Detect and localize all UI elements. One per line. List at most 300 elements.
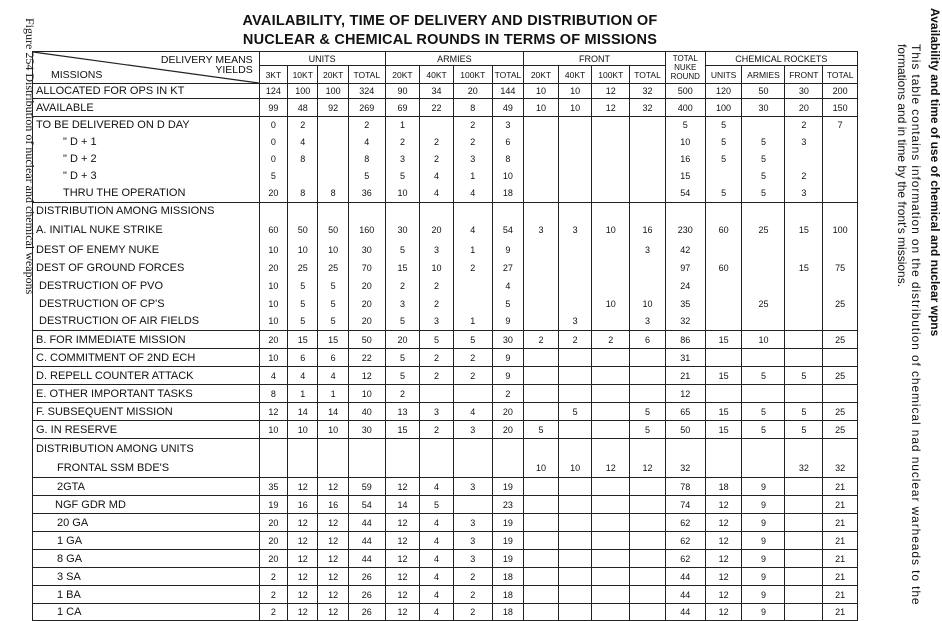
column-header: 40KT [558, 66, 592, 84]
row-label: DEST OF GROUND FORCES [33, 259, 260, 277]
table-cell: 99 [259, 99, 287, 117]
table-cell: 5 [785, 421, 823, 439]
table-cell: 49 [492, 99, 524, 117]
table-cell [705, 203, 742, 220]
table-cell: 21 [823, 550, 858, 568]
table-cell: 10 [592, 295, 630, 313]
table-cell: 4 [288, 134, 318, 150]
table-cell: 30 [742, 99, 785, 117]
table-cell: 12 [288, 478, 318, 496]
column-header: 100KT [592, 66, 630, 84]
table-cell: 74 [665, 496, 705, 514]
header-total-nuke-line-2: NUKE [674, 63, 697, 72]
table-cell [524, 514, 559, 532]
table-cell: 4 [348, 134, 385, 150]
table-cell [785, 277, 823, 295]
table-cell [630, 349, 666, 367]
table-cell [785, 514, 823, 532]
table-cell [823, 203, 858, 220]
title-line-2: NUCLEAR & CHEMICAL ROUNDS IN TERMS OF MISSIONS [242, 32, 658, 48]
table-cell: 12 [705, 586, 742, 604]
table-cell [558, 496, 592, 514]
table-cell [785, 150, 823, 168]
table-cell: 12 [705, 568, 742, 586]
table-cell: 3 [630, 313, 666, 331]
table-cell: 21 [823, 514, 858, 532]
table-cell [592, 185, 630, 203]
table-cell [742, 117, 785, 134]
table-cell: 3 [385, 150, 420, 168]
table-cell: 10 [742, 331, 785, 349]
table-cell [592, 168, 630, 185]
table-row [33, 259, 858, 277]
table-cell: 2 [288, 117, 318, 134]
table-cell: 14 [288, 403, 318, 421]
table-cell: 4 [420, 604, 454, 621]
table-cell: 9 [742, 550, 785, 568]
table-cell: 15 [705, 403, 742, 421]
table-cell: 12 [705, 532, 742, 550]
table-cell [630, 117, 666, 134]
table-cell: 20 [259, 331, 287, 349]
table-cell [630, 168, 666, 185]
table-row [33, 421, 858, 439]
column-header: 20KT [318, 66, 348, 84]
table-cell: 50 [665, 421, 705, 439]
table-cell: 3 [385, 295, 420, 313]
table-cell [742, 241, 785, 259]
table-cell: 22 [348, 349, 385, 367]
table-cell: 5 [665, 117, 705, 134]
table-cell [785, 604, 823, 621]
table-cell: 20 [259, 259, 287, 277]
table-cell: 1 [453, 241, 492, 259]
table-cell: 36 [348, 185, 385, 203]
column-header: 10KT [288, 66, 318, 84]
table-cell: 12 [385, 586, 420, 604]
table-cell: 13 [385, 403, 420, 421]
table-cell: 2 [558, 331, 592, 349]
table-row [33, 478, 858, 496]
table-cell: 21 [823, 532, 858, 550]
row-label: 2GTA [33, 478, 260, 496]
table-cell: 65 [665, 403, 705, 421]
table-cell: 15 [385, 259, 420, 277]
table-cell [558, 568, 592, 586]
table-cell: 16 [318, 496, 348, 514]
table-cell: 2 [785, 168, 823, 185]
table-cell: 78 [665, 478, 705, 496]
table-cell: 25 [823, 367, 858, 385]
table-cell [823, 134, 858, 150]
table-cell [705, 460, 742, 478]
table-cell: 10 [592, 220, 630, 241]
table-cell [592, 117, 630, 134]
row-label: 3 SA [33, 568, 260, 586]
table-cell: 35 [665, 295, 705, 313]
table-row [33, 168, 858, 185]
table-cell [558, 478, 592, 496]
table-cell [742, 259, 785, 277]
table-cell: 8 [492, 150, 524, 168]
table-cell [558, 117, 592, 134]
table-cell: 10 [259, 421, 287, 439]
table-cell: 20 [259, 514, 287, 532]
table-row [33, 460, 858, 478]
table-cell [259, 460, 287, 478]
table-cell: 4 [420, 586, 454, 604]
table-cell [558, 385, 592, 403]
table-cell [592, 259, 630, 277]
table-cell [558, 185, 592, 203]
row-label: FRONTAL SSM BDE'S [33, 460, 260, 478]
table-cell: 20 [348, 295, 385, 313]
table-cell [348, 460, 385, 478]
table-cell: 10 [492, 168, 524, 185]
table-cell: 5 [385, 241, 420, 259]
table-cell: 20 [385, 331, 420, 349]
table-cell: 10 [665, 134, 705, 150]
table-cell: 12 [705, 496, 742, 514]
table-cell: 25 [823, 403, 858, 421]
table-cell: 2 [420, 367, 454, 385]
table-cell: 1 [453, 313, 492, 331]
table-cell [524, 496, 559, 514]
table-cell: 26 [348, 604, 385, 621]
table-cell [705, 385, 742, 403]
row-label: 1 GA [33, 532, 260, 550]
table-cell: 69 [385, 99, 420, 117]
column-header: 20KT [385, 66, 420, 84]
table-cell: 4 [420, 532, 454, 550]
table-cell [785, 439, 823, 460]
table-cell: 44 [665, 568, 705, 586]
table-row [33, 203, 858, 220]
table-cell [524, 241, 559, 259]
table-cell: 35 [259, 478, 287, 496]
table-cell [318, 134, 348, 150]
table-cell: 30 [785, 84, 823, 99]
table-row [33, 349, 858, 367]
table-cell: 3 [630, 241, 666, 259]
table-cell: 4 [492, 277, 524, 295]
table-cell [592, 385, 630, 403]
table-cell: 40 [348, 403, 385, 421]
table-cell: 100 [318, 84, 348, 99]
table-cell [785, 478, 823, 496]
table-cell [453, 277, 492, 295]
table-cell: 42 [665, 241, 705, 259]
table-cell [592, 496, 630, 514]
table-cell: 44 [348, 514, 385, 532]
table-cell: 54 [665, 185, 705, 203]
table-cell: 20 [492, 421, 524, 439]
table-cell [524, 134, 559, 150]
table-cell: 8 [318, 185, 348, 203]
table-cell: 19 [492, 550, 524, 568]
table-cell: 2 [453, 568, 492, 586]
table-cell [630, 185, 666, 203]
column-header: FRONT [785, 66, 823, 84]
table-cell [592, 277, 630, 295]
table-cell [524, 550, 559, 568]
table-cell: 32 [665, 313, 705, 331]
table-cell: 2 [453, 367, 492, 385]
table-cell: 5 [288, 313, 318, 331]
row-label: F. SUBSEQUENT MISSION [33, 403, 260, 421]
table-cell: 21 [823, 586, 858, 604]
table-cell: 44 [665, 586, 705, 604]
table-cell [785, 568, 823, 586]
table-cell: 160 [348, 220, 385, 241]
table-cell: 1 [288, 385, 318, 403]
table-cell: 2 [259, 604, 287, 621]
table-cell [705, 168, 742, 185]
table-cell: 18 [705, 478, 742, 496]
table-cell: 30 [385, 220, 420, 241]
column-header: 20KT [524, 66, 559, 84]
table-cell: 5 [288, 295, 318, 313]
table-cell: 2 [524, 331, 559, 349]
table-cell: 21 [823, 568, 858, 586]
table-cell [630, 439, 666, 460]
row-label: E. OTHER IMPORTANT TASKS [33, 385, 260, 403]
table-cell [558, 586, 592, 604]
table-cell [630, 367, 666, 385]
table-cell: 4 [453, 185, 492, 203]
row-label: DESTRUCTION OF PVO [33, 277, 260, 295]
table-cell: 12 [318, 586, 348, 604]
table-cell: 2 [420, 277, 454, 295]
table-cell: 22 [420, 99, 454, 117]
table-cell [558, 259, 592, 277]
table-cell: 12 [592, 99, 630, 117]
column-header: 3KT [259, 66, 287, 84]
table-cell: 25 [742, 295, 785, 313]
table-cell [318, 203, 348, 220]
table-cell: 8 [288, 150, 318, 168]
row-label: 1 CA [33, 604, 260, 621]
table-cell [348, 203, 385, 220]
table-cell: 20 [348, 313, 385, 331]
table-cell: 5 [742, 185, 785, 203]
table-cell: 21 [823, 604, 858, 621]
header-group-chemical: CHEMICAL ROCKETS [705, 52, 857, 66]
table-cell [558, 134, 592, 150]
table-cell: 2 [492, 385, 524, 403]
table-cell [592, 550, 630, 568]
table-cell [823, 313, 858, 331]
table-row [33, 496, 858, 514]
table-cell [558, 150, 592, 168]
table-cell [630, 150, 666, 168]
table-cell [288, 203, 318, 220]
table-cell: 12 [318, 550, 348, 568]
row-label: THRU THE OPERATION [33, 185, 260, 203]
table-cell: 8 [453, 99, 492, 117]
table-cell: 9 [742, 514, 785, 532]
table-cell [823, 385, 858, 403]
table-cell: 25 [823, 295, 858, 313]
table-cell: 5 [385, 367, 420, 385]
table-cell: 150 [823, 99, 858, 117]
table-cell: 12 [288, 514, 318, 532]
table-cell [742, 439, 785, 460]
table-cell: 3 [453, 532, 492, 550]
table-cell [592, 478, 630, 496]
row-label: DISTRIBUTION AMONG UNITS [33, 439, 260, 460]
table-cell [785, 313, 823, 331]
table-cell: 15 [385, 421, 420, 439]
table-cell: 8 [259, 385, 287, 403]
table-cell: 86 [665, 331, 705, 349]
table-cell: 20 [259, 532, 287, 550]
table-cell: 10 [259, 313, 287, 331]
table-cell [705, 241, 742, 259]
table-cell [385, 203, 420, 220]
table-cell: 18 [492, 568, 524, 586]
page-title [200, 12, 700, 50]
column-header: TOTAL [492, 66, 524, 84]
table-cell: 19 [492, 478, 524, 496]
table-row [33, 550, 858, 568]
table-cell: 12 [318, 604, 348, 621]
table-cell [259, 203, 287, 220]
table-cell [318, 168, 348, 185]
table-cell [558, 532, 592, 550]
table-cell: 12 [592, 84, 630, 99]
table-cell: 2 [420, 349, 454, 367]
table-cell: 4 [259, 367, 287, 385]
table-cell: 9 [492, 349, 524, 367]
table-cell [785, 295, 823, 313]
table-cell: 5 [259, 168, 287, 185]
table-cell [385, 460, 420, 478]
header-missions: MISSIONS [51, 69, 103, 81]
table-cell: 34 [420, 84, 454, 99]
table-cell: 9 [492, 367, 524, 385]
table-cell: 14 [318, 403, 348, 421]
table-cell: 10 [524, 84, 559, 99]
table-row [33, 403, 858, 421]
table-cell: 15 [705, 421, 742, 439]
table-cell [742, 349, 785, 367]
table-cell: 25 [823, 331, 858, 349]
table-cell: 32 [630, 84, 666, 99]
table-cell [524, 385, 559, 403]
table-cell [705, 439, 742, 460]
table-cell [592, 349, 630, 367]
table-cell: 5 [385, 168, 420, 185]
table-cell [524, 203, 559, 220]
table-row [33, 295, 858, 313]
table-cell: 10 [558, 84, 592, 99]
table-cell: 12 [318, 568, 348, 586]
table-cell [524, 439, 559, 460]
table-cell: 5 [785, 403, 823, 421]
table-cell: 62 [665, 532, 705, 550]
table-cell: 12 [318, 478, 348, 496]
table-cell: 16 [630, 220, 666, 241]
missions-table [32, 51, 858, 621]
table-cell: 32 [665, 460, 705, 478]
table-cell: 2 [259, 586, 287, 604]
table-cell [524, 532, 559, 550]
table-cell: 19 [259, 496, 287, 514]
table-cell: 50 [348, 331, 385, 349]
table-cell [742, 277, 785, 295]
table-cell: 8 [288, 185, 318, 203]
table-cell [558, 604, 592, 621]
table-row [33, 84, 858, 99]
table-cell: 9 [742, 532, 785, 550]
table-cell [453, 203, 492, 220]
table-cell: 5 [288, 277, 318, 295]
row-label: DEST OF ENEMY NUKE [33, 241, 260, 259]
table-cell [420, 385, 454, 403]
table-cell: 62 [665, 514, 705, 532]
table-cell [592, 514, 630, 532]
table-row [33, 99, 858, 117]
table-cell: 4 [318, 367, 348, 385]
table-cell: 7 [823, 117, 858, 134]
table-cell: 54 [492, 220, 524, 241]
table-cell: 3 [558, 313, 592, 331]
table-cell: 0 [259, 117, 287, 134]
row-label: D. REPELL COUNTER ATTACK [33, 367, 260, 385]
table-cell: 2 [420, 134, 454, 150]
table-cell: 100 [288, 84, 318, 99]
table-cell: 15 [288, 331, 318, 349]
table-cell [453, 496, 492, 514]
table-cell [524, 568, 559, 586]
table-cell: 5 [742, 403, 785, 421]
table-cell: 2 [453, 586, 492, 604]
table-cell: 12 [385, 568, 420, 586]
table-cell: 6 [492, 134, 524, 150]
table-cell: 5 [630, 403, 666, 421]
table-cell: 12 [318, 514, 348, 532]
table-row [33, 331, 858, 349]
table-cell: 8 [348, 150, 385, 168]
table-cell: 18 [492, 586, 524, 604]
table-cell: 15 [785, 220, 823, 241]
table-cell: 32 [630, 99, 666, 117]
table-cell: 3 [420, 313, 454, 331]
table-cell: 400 [665, 99, 705, 117]
table-cell [420, 460, 454, 478]
table-cell: 6 [630, 331, 666, 349]
table-row [33, 313, 858, 331]
table-cell: 5 [785, 367, 823, 385]
table-cell [453, 385, 492, 403]
table-cell: 4 [288, 367, 318, 385]
table-cell: 10 [288, 421, 318, 439]
table-cell: 2 [453, 117, 492, 134]
table-cell: 3 [453, 421, 492, 439]
table-cell: 9 [742, 478, 785, 496]
table-cell: 20 [785, 99, 823, 117]
column-header: TOTAL [823, 66, 858, 84]
table-cell [785, 331, 823, 349]
table-cell: 15 [665, 168, 705, 185]
table-cell [592, 439, 630, 460]
table-cell [592, 403, 630, 421]
table-row [33, 532, 858, 550]
table-cell: 5 [742, 168, 785, 185]
table-cell [558, 295, 592, 313]
table-cell: 5 [705, 185, 742, 203]
